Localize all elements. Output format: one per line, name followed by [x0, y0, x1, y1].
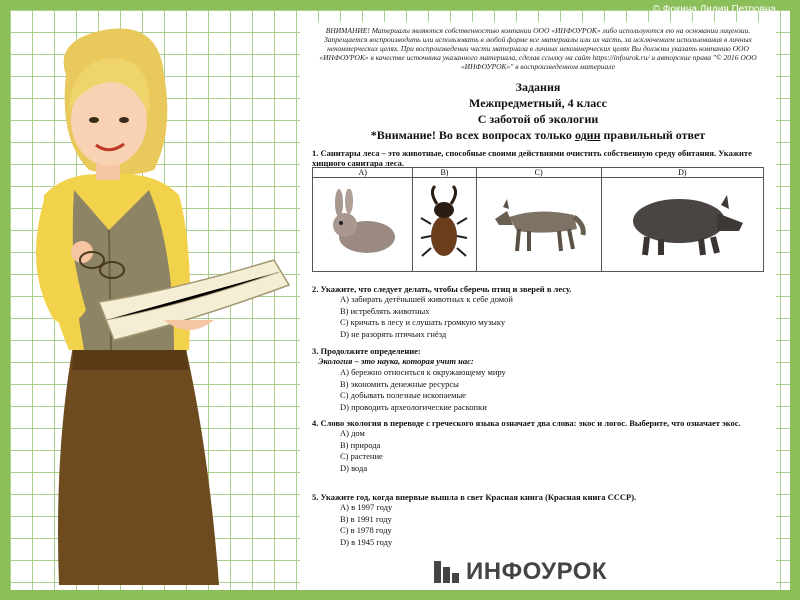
question-2: [312, 284, 768, 340]
question-4-title: 4. Слово экология в переводе с греческого языка означает два слова: экос и логос. Выберите, что означает экос.: [312, 418, 741, 428]
question-3: [312, 346, 768, 413]
copyright-warning: ВНИМАНИЕ! Материалы являются собственностью компании ООО «ИНФОУРОК» либо используются ею на основании лицензии. Запрещается воспроизводить или использовать в любой форме все материалы или их часть, за исключением использования в личных некоммерческих целях. При воспроизведении части материала в личных некоммерческих целях Вы должны указать компанию ООО «ИНФОУРОК» в качестве источника указанного материала, сделав ссылку на сайт https://infourok.ru/ и авторские права "© 2016 ООО «ИНФОУРОК»" в воспроизведенном материале: [319, 26, 757, 71]
option-b-label: B): [413, 168, 476, 178]
question-3-option-b: B) экономить денежные ресурсы: [340, 378, 459, 389]
option-c-label: C): [476, 168, 601, 178]
beetle-image-cell: [413, 178, 476, 272]
question-4: [312, 418, 768, 474]
worksheet-page: [300, 22, 776, 590]
question-3-title: 3. Продолжите определение:: [312, 346, 421, 356]
question-5-option-b: B) в 1991 году: [340, 513, 392, 524]
question-4-option-d: D) вода: [340, 462, 368, 473]
question-5-option-c: C) в 1978 году: [340, 525, 392, 535]
question-3-option-c: C) добывать полезные ископаемые: [340, 390, 466, 400]
boar-icon: [617, 189, 747, 259]
copyright-text: © Фокина Лидия Петровна: [652, 4, 776, 15]
question-1-title: 1. Санитары леса – это животные, способные своими действиями очистить собственную среду обитания. Укажите хищного санитара леса.: [312, 148, 752, 168]
question-2-option-b: B) истреблять животных: [340, 305, 430, 316]
rabbit-image-cell: [313, 178, 413, 272]
teacher-illustration: [14, 20, 304, 590]
question-2-option-a: A) забирать детёнышей животных к себе домой: [340, 294, 513, 304]
question-3-option-d: D) проводить археологические раскопки: [340, 401, 487, 412]
question-4-option-c: C) растение: [340, 451, 383, 461]
infourok-logo-text: ИНФОУРОК: [466, 558, 608, 585]
worksheet-subject: Межпредметный, 4 класс: [469, 96, 607, 110]
question-4-option-a: A) дом: [340, 428, 365, 438]
beetle-icon: [419, 184, 469, 264]
infourok-logo-icon: [434, 561, 460, 583]
worksheet-notice: *Внимание! Во всех вопросах только один правильный ответ: [370, 128, 706, 142]
wolf-image-cell: [476, 178, 601, 272]
question-5-option-d: D) в 1945 году: [340, 536, 393, 547]
boar-image-cell: [601, 178, 763, 272]
option-a-label: A): [313, 168, 413, 178]
question-5-option-a: A) в 1997 году: [340, 502, 393, 512]
question-3-option-a: A) бережно относиться к окружающему миру: [340, 367, 506, 377]
question-4-option-b: B) природа: [340, 439, 381, 450]
question-5-title: 5. Укажите год, когда впервые вышла в свет Красная книга (Красная книга СССР).: [312, 492, 637, 502]
rabbit-icon: [323, 189, 403, 259]
option-d-label: D): [601, 168, 763, 178]
question-1: [312, 148, 768, 168]
question-5: [312, 492, 768, 548]
worksheet-topic: С заботой об экологии: [477, 112, 599, 126]
question-1-image-table: [312, 167, 764, 272]
worksheet-heading: Задания: [515, 80, 561, 94]
wolf-icon: [489, 189, 589, 259]
question-2-option-d: D) не разорять птичьих гнёзд: [340, 328, 447, 339]
question-2-option-c: C) кричать в лесу и слушать громкую музыку: [340, 317, 506, 327]
infourok-logo: [434, 558, 607, 586]
question-2-title: 2. Укажите, что следует делать, чтобы сберечь птиц и зверей в лесу.: [312, 284, 572, 294]
question-3-subtitle: Экология – это наука, которая учит нас:: [318, 356, 474, 366]
